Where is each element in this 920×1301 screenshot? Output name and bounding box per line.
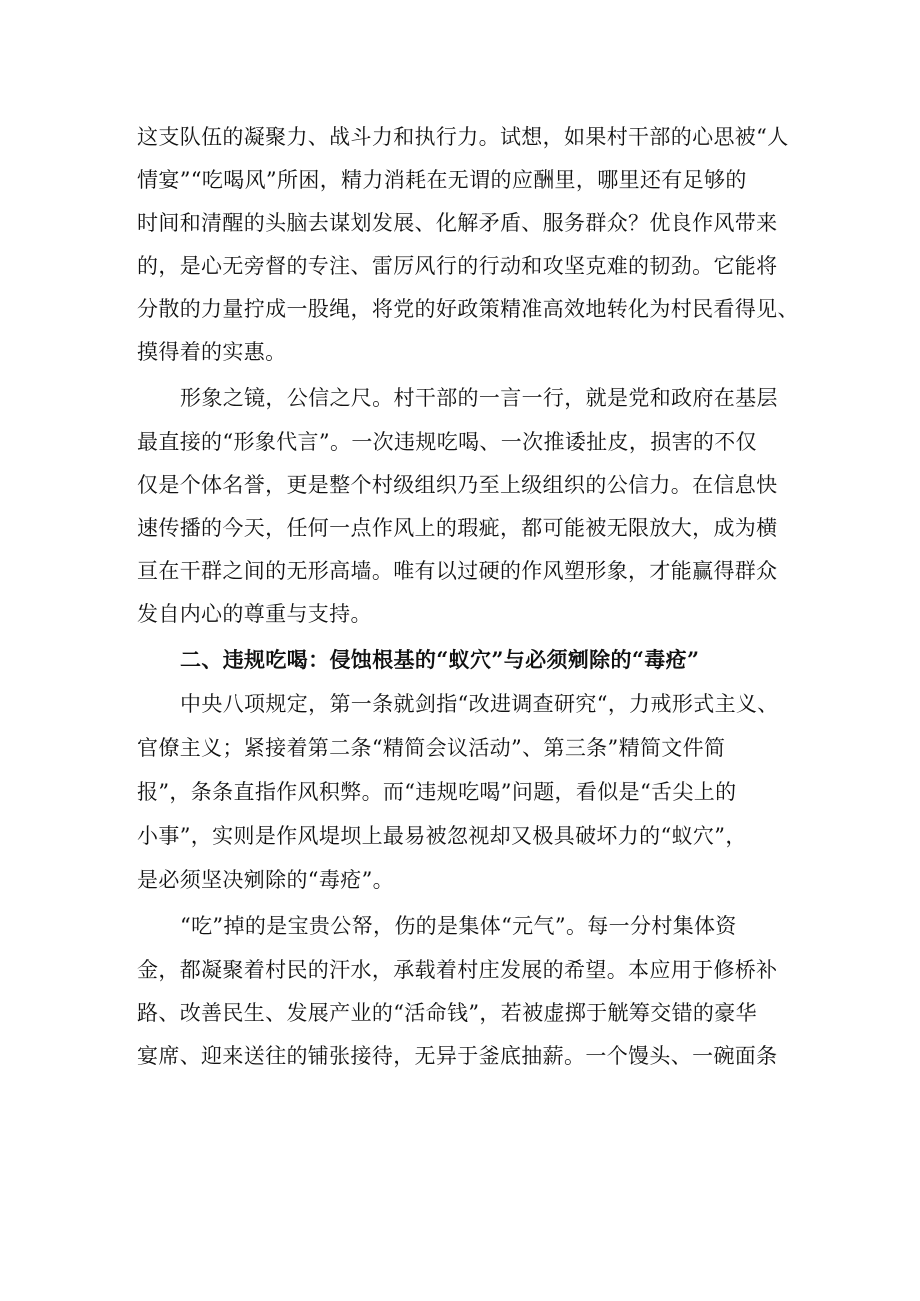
paragraph-3-line-2: 官僚主义；紧接着第二条“精简会议活动”、第三条”精简文件简 xyxy=(137,736,726,760)
paragraph-1-line-5: 分散的力量拧成一股绳，将党的好政策精准高效地转化为村民看得见、 xyxy=(137,297,799,321)
paragraph-2-line-6: 发自内心的尊重与支持。 xyxy=(137,602,372,626)
paragraph-2-line-3: 仅是个体名誉，更是整个村级组织乃至上级组织的公信力。在信息快 xyxy=(137,473,778,497)
paragraph-4-line-1: “吃”掉的是宝贵公帑，伤的是集体“元气”。每一分村集体资 xyxy=(180,914,737,938)
paragraph-2-line-2: 最直接的“形象代言”。一次违规吃喝、一次推诿扯皮，损害的不仅 xyxy=(137,430,757,454)
paragraph-1-line-4: 的，是心无旁督的专注、雷厉风行的行动和攻坚克难的韧劲。它能将 xyxy=(137,254,778,278)
paragraph-4-line-3: 路、改善民生、发展产业的“活命钱”，若被虚掷于觥筹交错的豪华 xyxy=(137,1001,757,1025)
paragraph-3-line-1: 中央八项规定，第一条就剑指“改进调查研究“，力戒形式主义、 xyxy=(180,692,779,716)
paragraph-2-line-1: 形象之镜，公信之尺。村干部的一言一行，就是党和政府在基层 xyxy=(180,386,778,410)
paragraph-1-line-6: 摸得着的实惠。 xyxy=(137,340,287,364)
paragraph-2-line-5: 亘在干群之间的无形高墙。唯有以过硬的作风塑形象，才能赢得群众 xyxy=(137,559,778,583)
paragraph-4-line-4: 宴席、迎来送往的铺张接待，无异于釜底抽薪。一个馒头、一碗面条 xyxy=(137,1044,778,1068)
paragraph-3-line-3: 报”，条条直指作风积弊。而“违规吃喝”问题，看似是“舌尖上的 xyxy=(137,780,737,804)
paragraph-2-line-4: 速传播的今天，任何一点作风上的瑕疵，都可能被无限放大，成为横 xyxy=(137,516,778,540)
paragraph-1-line-1: 这支队伍的凝聚力、战斗力和执行力。试想，如果村干部的心思被“人 xyxy=(137,125,789,149)
paragraph-3-line-5: 是必须坚决剜除的“毒疮”。 xyxy=(137,868,395,892)
paragraph-4-line-2: 金，都凝聚着村民的汗水，承载着村庄发展的希望。本应用于修桥补 xyxy=(137,958,778,982)
paragraph-3-line-4: 小事”，实则是作风堤坝上最易被忽视却又极具破坏力的“蚁穴”， xyxy=(137,824,747,848)
section-heading: 二、违规吃喝：侵蚀根基的“蚁穴”与必须剜除的“毒疮” xyxy=(180,647,700,672)
paragraph-1-line-3: 时间和清醒的头脑去谋划发展、化解矛盾、服务群众？优良作风带来 xyxy=(137,211,778,235)
paragraph-1-line-2: 情宴”“吃喝风”所困，精力消耗在无谓的应酬里，哪里还有足够的 xyxy=(137,168,747,192)
